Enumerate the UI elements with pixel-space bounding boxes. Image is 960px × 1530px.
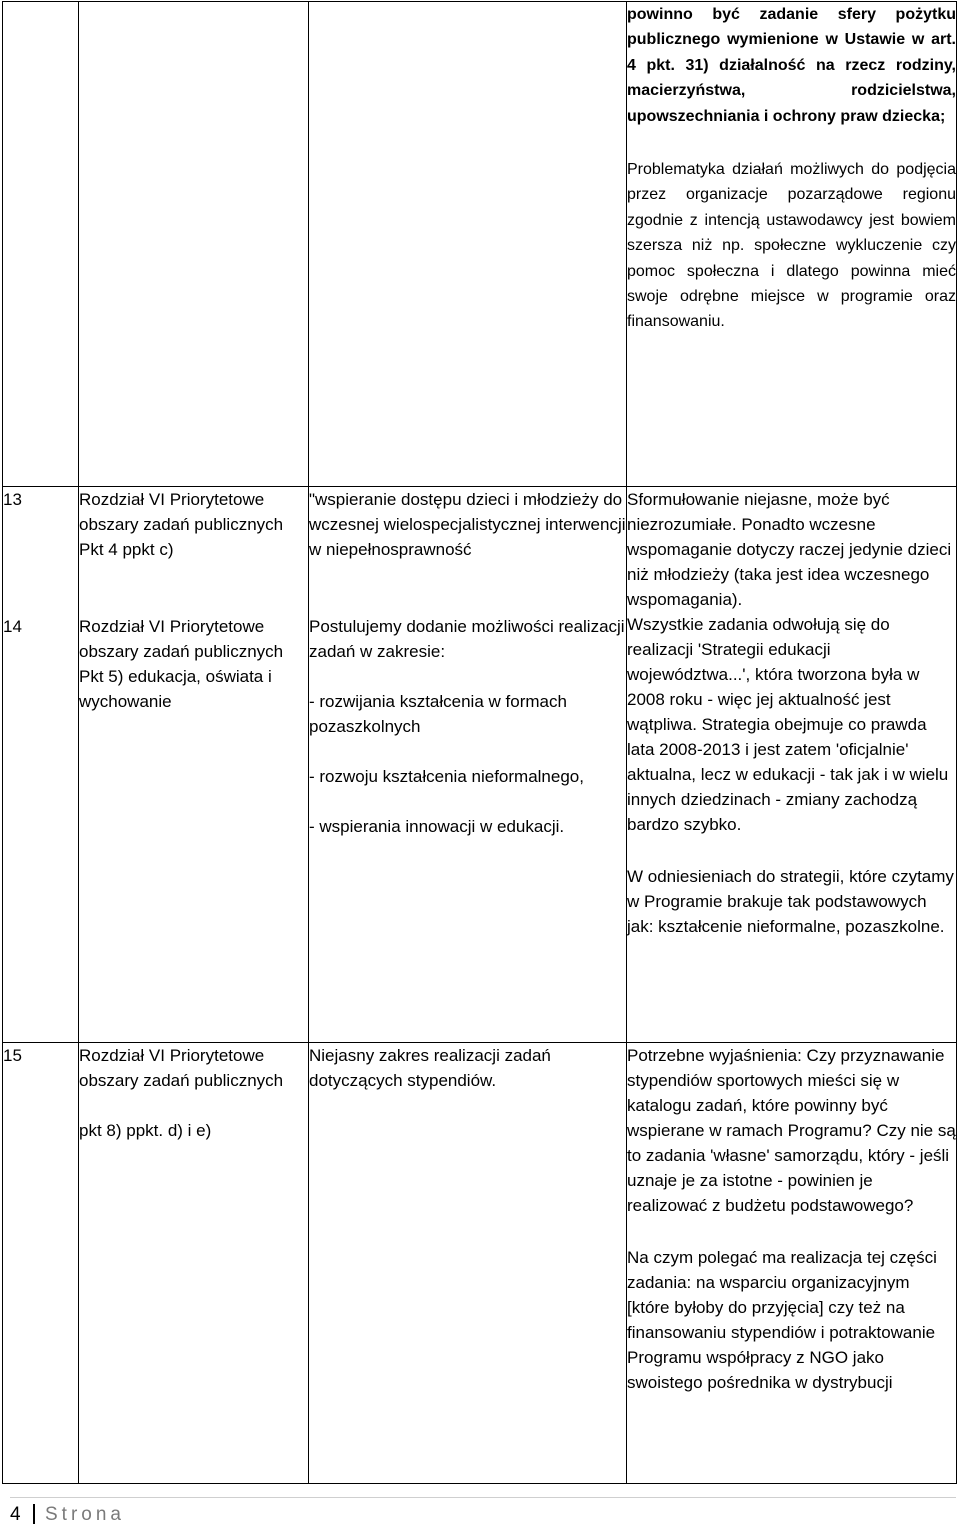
- proposal-cell: [309, 2, 627, 487]
- proposal-item: - rozwoju kształcenia nieformalnego,: [309, 767, 584, 786]
- page-footer: [10, 1497, 956, 1530]
- proposal-cell: [309, 1043, 627, 1484]
- justification-text: Sformułowanie niejasne, może być niezrozumiałe. Ponadto wczesne wspomaganie dotyczy raczej jedynie dzieci niż młodzieży (taka jest idea wczesnego wspomagania).: [627, 490, 952, 609]
- justification-text: Potrzebne wyjaśnienia: Czy przyznawanie stypendiów sportowych mieści się w katalogu zadań, które powinny być wspierane w ramach Programu? Czy nie są to zadania 'własne' samorządu, który - jeśli uznaje je za istotne - powinien je realizować z budżetu podstawowego?: [627, 1046, 956, 1215]
- section-cell: [79, 1043, 309, 1484]
- row-number: 15: [3, 1046, 22, 1065]
- proposal-cell: [309, 487, 627, 1043]
- row-number: 13: [3, 490, 22, 509]
- section-text: Rozdział VI Priorytetowe obszary zadań publicznych Pkt 4 ppkt c): [79, 490, 284, 559]
- proposal-item: - rozwijania kształcenia w formach pozaszkolnych: [309, 692, 567, 736]
- justification-text: Wszystkie zadania odwołują się do realizacji 'Strategii edukacji województwa...', która tworzona była w 2008 roku - więc jej aktualność jest wątpliwa. Strategia obejmuje co prawda lata 2008-2013 i jest zatem 'oficjalnie' aktualna, lecz w edukacji - tak jak i w wielu innych dziedzinach - zmiany zachodzą bardzo szybko.: [627, 615, 949, 834]
- number-cell: [3, 2, 79, 487]
- section-text: Rozdział VI Priorytetowe obszary zadań publicznych: [79, 1046, 284, 1090]
- section-text: Rozdział VI Priorytetowe obszary zadań publicznych Pkt 5) edukacja, oświata i wychowanie: [79, 617, 284, 711]
- page-label: Strona: [45, 1504, 125, 1525]
- section-text: pkt 8) ppkt. d) i e): [79, 1121, 212, 1140]
- row-number: 14: [3, 617, 22, 636]
- proposal-text: Postulujemy dodanie możliwości realizacji zadań w zakresie:: [309, 617, 625, 661]
- proposal-item: - wspierania innowacji w edukacji.: [309, 817, 565, 836]
- justification-cell: [627, 2, 957, 487]
- page-number: 4: [10, 1504, 21, 1525]
- section-cell: [79, 487, 309, 1043]
- justification-text: Problematyka działań możliwych do podjęcia przez organizacje pozarządowe regionu zgodnie z intencją ustawodawcy jest bowiem szersza niż np. społeczne wykluczenie czy pomoc społeczna i dlatego powinna mieć swoje odrębne miejsce w programie oraz finansowaniu.: [627, 161, 956, 331]
- number-cell: [3, 1043, 79, 1484]
- justification-text: powinno być zadanie sfery pożytku publicznego wymienione w Ustawie w art. 4 pkt. 31) działalność na rzecz rodziny, macierzyństwa, rodzicielstwa, upowszechniania i ochrony praw dziecka;: [627, 6, 956, 125]
- justification-cell: [627, 1043, 957, 1484]
- justification-text: Na czym polegać ma realizacja tej części zadania: na wsparciu organizacyjnym [które byłoby do przyjęcia] czy też na finansowaniu stypendiów i potraktowanie Programu współpracy z NGO jako swoistego pośrednika w dystrybucji: [627, 1248, 937, 1392]
- proposal-text: "wspieranie dostępu dzieci i młodzieży do wczesnej wielospecjalistycznej interwencji w niepełnosprawność: [309, 490, 626, 559]
- proposal-text: Niejasny zakres realizacji zadań dotyczących stypendiów.: [309, 1046, 551, 1090]
- table-row: [3, 487, 957, 1043]
- number-cell: [3, 487, 79, 1043]
- justification-text: W odniesieniach do strategii, które czytamy w Programie brakuje tak podstawowych jak: kształcenie nieformalne, pozaszkolne.: [627, 867, 954, 936]
- footer-divider: [33, 1504, 35, 1524]
- justification-cell: [627, 487, 957, 1043]
- remarks-table: [2, 1, 957, 1484]
- table-row: [3, 1043, 957, 1484]
- section-cell: [79, 2, 309, 487]
- table-row: [3, 2, 957, 487]
